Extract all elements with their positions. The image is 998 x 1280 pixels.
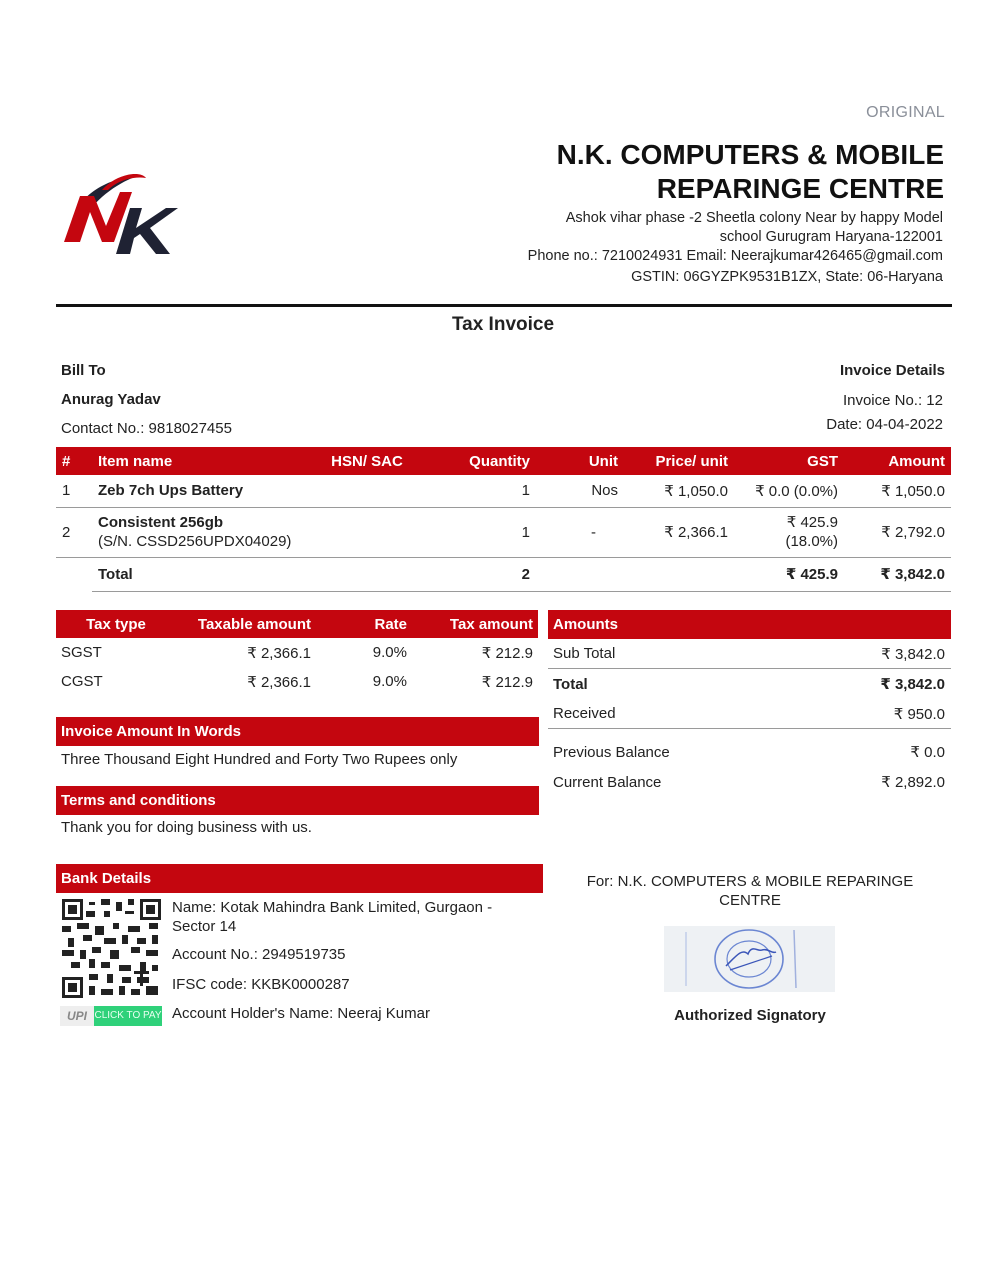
grand-total-value: ₹ 3,842.0 [880, 676, 945, 693]
item-quantity: 1 [412, 475, 536, 507]
bank-account-holder: Account Holder's Name: Neeraj Kumar [172, 1005, 430, 1022]
col-gst: GST [734, 447, 844, 475]
item-price: ₹ 2,366.1 [624, 507, 734, 557]
item-name-cell [92, 507, 322, 557]
authorized-signatory-label: Authorized Signatory [674, 1007, 826, 1024]
amounts-panel [548, 610, 951, 797]
company-stamp [664, 926, 835, 992]
grand-total-row [548, 669, 951, 699]
col-rate: Rate [316, 610, 412, 638]
upi-logo-icon: UPI [60, 1006, 94, 1026]
total-label: Total [92, 557, 322, 591]
total-spacer [56, 557, 92, 591]
upi-click-to-pay-button[interactable] [60, 1006, 162, 1026]
item-price: ₹ 1,050.0 [624, 475, 734, 507]
customer-name: Anurag Yadav [61, 391, 161, 408]
tax-rate: 9.0% [372, 644, 407, 661]
total-quantity: 2 [412, 557, 536, 591]
subtotal-value: ₹ 3,842.0 [881, 645, 945, 663]
item-gst-rate: (18.0%) [785, 533, 838, 550]
col-hsn: HSN/ SAC [322, 447, 412, 475]
tax-header-row [56, 610, 538, 638]
qr-code-icon [62, 899, 161, 998]
address-line2: school Gurugram Haryana-122001 [719, 229, 943, 245]
previous-balance-label: Previous Balance [553, 743, 670, 761]
document-title: Tax Invoice [451, 314, 555, 335]
item-amount: ₹ 2,792.0 [844, 507, 951, 557]
copy-label: ORIGINAL [866, 104, 945, 121]
received-label: Received [553, 705, 616, 722]
tax-type: CGST [61, 673, 103, 690]
header-divider [56, 304, 952, 307]
customer-contact: Contact No.: 9818027455 [61, 420, 232, 437]
subtotal-label: Sub Total [553, 645, 616, 662]
col-taxable-amount: Taxable amount [176, 610, 316, 638]
item-unit: - [536, 507, 624, 557]
grand-total-label: Total [553, 675, 588, 693]
click-to-pay-label: CLICK TO PAY [94, 1006, 162, 1026]
company-address [523, 209, 943, 247]
bank-account-number: Account No.: 2949519735 [172, 946, 346, 963]
item-hsn [322, 507, 412, 557]
items-table [56, 447, 951, 592]
bill-to-label: Bill To [61, 362, 106, 379]
total-hsn [322, 557, 412, 591]
taxable-amount: ₹ 2,366.1 [247, 673, 311, 691]
item-quantity: 1 [412, 507, 536, 557]
company-name-line1: N.K. COMPUTERS & MOBILE [556, 139, 944, 170]
amounts-header: Amounts [548, 610, 951, 639]
total-unit [536, 557, 624, 591]
stamp-signature-icon [664, 926, 835, 992]
upi-qr-code[interactable] [62, 899, 161, 998]
item-name: Consistent 256gb [98, 514, 224, 531]
table-row [56, 507, 951, 557]
items-header-row [56, 447, 951, 475]
terms-header: Terms and conditions [56, 786, 539, 815]
tax-row [56, 667, 538, 696]
nk-logo-icon [58, 168, 180, 260]
item-name: Zeb 7ch Ups Battery [92, 475, 322, 507]
tax-summary-table [56, 610, 538, 696]
item-hsn [322, 475, 412, 507]
amount-in-words-header: Invoice Amount In Words [56, 717, 539, 746]
address-line1: Ashok vihar phase -2 Sheetla colony Near by happy Model [565, 210, 943, 226]
invoice-details-label: Invoice Details [839, 362, 945, 379]
item-unit: Nos [536, 475, 624, 507]
col-unit: Unit [536, 447, 624, 475]
tax-amount: ₹ 212.9 [481, 673, 533, 691]
total-row [56, 557, 951, 591]
current-balance-label: Current Balance [553, 773, 662, 791]
item-number: 1 [56, 475, 92, 507]
item-amount: ₹ 1,050.0 [844, 475, 951, 507]
bank-name: Name: Kotak Mahindra Bank Limited, Gurgaon - Sector 14 [172, 899, 493, 935]
previous-balance-value: ₹ 0.0 [910, 744, 945, 761]
taxable-amount: ₹ 2,366.1 [247, 644, 311, 662]
item-serial: (S/N. CSSD256UPDX04029) [98, 533, 292, 550]
col-tax-amount: Tax amount [412, 610, 538, 638]
table-row [56, 475, 951, 507]
previous-balance-row [548, 737, 951, 767]
item-number: 2 [56, 507, 92, 557]
bank-ifsc: IFSC code: KKBK0000287 [172, 976, 350, 993]
company-name-line2: REPARINGE CENTRE [656, 173, 944, 204]
company-logo [58, 168, 180, 260]
col-quantity: Quantity [412, 447, 536, 475]
tax-rate: 9.0% [372, 673, 407, 690]
company-contact: Phone no.: 7210024931 Email: Neerajkumar426465@gmail.com [527, 248, 943, 264]
amounts-spacer [548, 729, 951, 737]
received-value: ₹ 950.0 [893, 705, 945, 723]
terms-text: Thank you for doing business with us. [61, 819, 312, 836]
item-gst-amount: ₹ 425.9 [786, 514, 838, 531]
col-price: Price/ unit [624, 447, 734, 475]
item-gst: ₹ 0.0 (0.0%) [734, 475, 844, 507]
tax-amount: ₹ 212.9 [481, 644, 533, 662]
col-amount: Amount [844, 447, 951, 475]
invoice-date: Date: 04-04-2022 [826, 416, 943, 433]
invoice-number: Invoice No.: 12 [842, 392, 943, 409]
total-amount: ₹ 3,842.0 [844, 557, 951, 591]
col-item-name: Item name [92, 447, 322, 475]
total-gst: ₹ 425.9 [734, 557, 844, 591]
col-tax-type: Tax type [56, 610, 176, 638]
current-balance-row [548, 767, 951, 797]
bank-details-header: Bank Details [56, 864, 543, 893]
company-gstin: GSTIN: 06GYZPK9531B1ZX, State: 06-Haryana [631, 269, 943, 285]
col-number: # [56, 447, 92, 475]
subtotal-row [548, 639, 951, 669]
current-balance-value: ₹ 2,892.0 [881, 774, 945, 791]
company-name [557, 138, 944, 206]
item-gst-cell [734, 507, 844, 557]
signature-company: For: N.K. COMPUTERS & MOBILE REPARINGE CENTRE [586, 873, 914, 909]
tax-row [56, 638, 538, 667]
total-price [624, 557, 734, 591]
tax-type: SGST [61, 644, 102, 661]
received-row [548, 699, 951, 729]
amount-in-words-text: Three Thousand Eight Hundred and Forty Two Rupees only [61, 751, 458, 768]
